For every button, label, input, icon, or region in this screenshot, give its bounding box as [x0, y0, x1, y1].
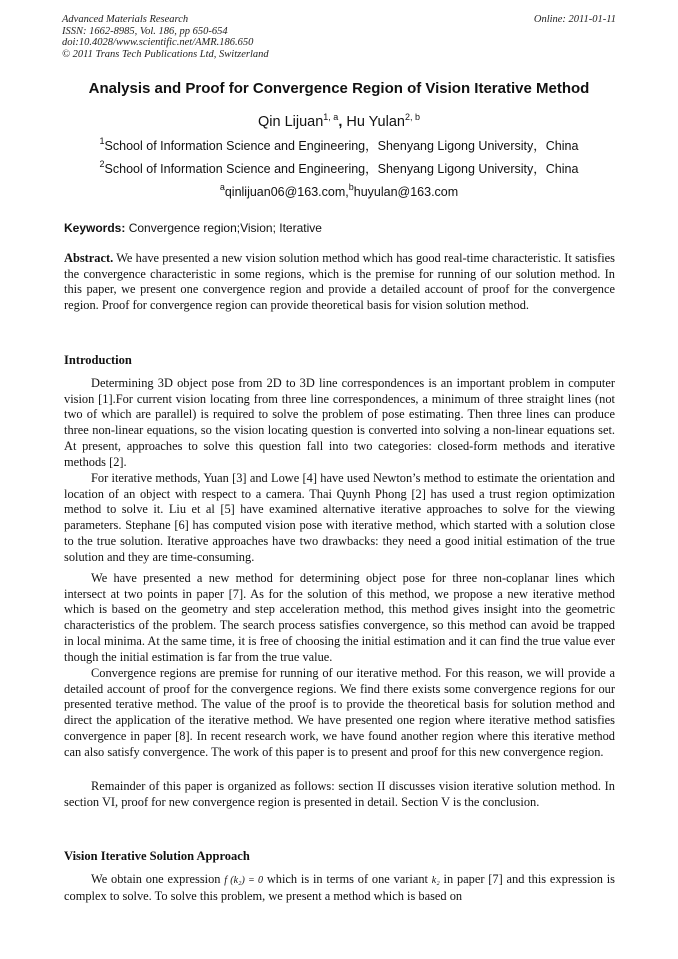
- intro-paragraph-2: For iterative methods, Yuan [3] and Lowe [4] have used Newton’s method to estimate the orientation and location of an object with respect to a camera. Thai Quynh Phong [2] has used a trust region optimization method to solve it. Liu et al [5] have examined alternative iterative approaches to solve for the viewing parameters. Stephane [6] has computed vision pose with iterative method, which started with a solution close to the true solution. Iterative approaches have two drawbacks: they need a good initial estimation of the true solution and they are time-consuming.: [64, 471, 615, 564]
- email-address: qinlijuan06@163.com,: [224, 185, 349, 199]
- email-superscript: b: [348, 182, 354, 192]
- author-separator: ,: [338, 114, 347, 130]
- affiliation-text: School of Information Science and Engineering，Shenyang Ligong University，China: [104, 139, 579, 153]
- section2-paragraph: [64, 872, 615, 904]
- intro-paragraph-5: Remainder of this paper is organized as follows: section II discusses vision iterative solution method. In section VI, proof for new convergence region is presented in detail. Section V is the conclusion.: [64, 779, 615, 809]
- section2-text: We obtain one expression: [91, 872, 225, 886]
- copyright-line: © 2011 Trans Tech Publications Ltd, Switzerland: [62, 48, 269, 60]
- affiliation-superscript: 1: [99, 136, 105, 146]
- section-heading-introduction: Introduction: [64, 353, 132, 367]
- section2-text: in paper [7] and this expression is complex to solve. To solve this problem, we present a method which is based on: [64, 872, 615, 903]
- author-superscript: 2, b: [404, 112, 420, 122]
- math-expression: f (k₂) = 0: [224, 875, 264, 886]
- abstract: [64, 251, 615, 314]
- affiliation-2: [40, 159, 638, 177]
- paper-title: Analysis and Proof for Convergence Region of Vision Iterative Method: [88, 80, 590, 97]
- affiliation-text: School of Information Science and Engineering，Shenyang Ligong University，China: [104, 162, 579, 176]
- affiliation-superscript: 2: [99, 159, 105, 169]
- affiliation-1: [40, 136, 638, 154]
- issn-line: ISSN: 1662-8985, Vol. 186, pp 650-654: [62, 25, 228, 37]
- email-address: huyulan@163.com: [353, 185, 459, 199]
- intro-paragraph-1: Determining 3D object pose from 2D to 3D line correspondences is an important problem in computer vision [1].For current vision locating from three line correspondences, a minimum of three straight lines (not two of which are parallel) is required to solve the problem of pose estimating. Then three lines can produce three non-linear equations, so the vision locating question is converted into solving a non-linear equations set. At present, approaches to solve this question fall into two categories: closed-form methods and iterative methods [2].: [64, 376, 615, 469]
- author-name: Hu Yulan: [346, 114, 405, 130]
- journal-name: Advanced Materials Research: [62, 14, 189, 25]
- abstract-label: Abstract.: [64, 251, 114, 265]
- section2-text: which is in terms of one variant: [263, 872, 432, 886]
- math-variable: k₂: [431, 875, 440, 886]
- keywords: [64, 221, 616, 236]
- doi-line: doi:10.4028/www.scientific.net/AMR.186.650: [62, 37, 254, 48]
- intro-paragraph-3: We have presented a new method for determining object pose for three non-coplanar lines which intersect at two points in paper [7]. As for the solution of this method, we propose a new iterative method which is based on the geometry and step acceleration method, this method gives insight into the geometric characteristics of the problem. The search process satisfies convergence, so this method can avoid be trapped in local minima. At the same time, it is free of choosing the initial estimation and it can find the true value ever though the initial estimation is far from the true value.: [64, 571, 615, 664]
- keywords-label: Keywords:: [64, 221, 126, 235]
- author-superscript: 1, a: [323, 112, 339, 122]
- keywords-text: Convergence region;Vision; Iterative: [125, 221, 322, 235]
- intro-paragraph-4: Convergence regions are premise for running of our iterative method. For this reason, we will provide a detailed account of proof for the convergence regions. We find there exists some convergence regions for our presented terative method. The value of the proof is to provide the theoretical basis for solution method and direct the application of the iterative method. We have presented one region where iterative method satisfies convergence in paper [8]. In recent research work, we have found another region where this iterative method can also satisfy convergence. The work of this paper is to present and proof for this new convergence region.: [64, 666, 615, 759]
- journal-header: [62, 14, 616, 60]
- author-line: [40, 113, 638, 131]
- abstract-text: We have presented a new vision solution method which has good real-time characteristic. It satisfies the convergence characteristic in some regions, which is the premise for running of our solution method. In this paper, we present one convergence region and provide a detailed account of proof for the convergence region. Proof for convergence region can provide theoretical basis for vision solution method.: [64, 251, 615, 313]
- email-line: [40, 182, 638, 200]
- author-name: Qin Lijuan: [258, 114, 324, 130]
- online-date: Online: 2011-01-11: [533, 14, 616, 25]
- section-heading-vision-iterative: Vision Iterative Solution Approach: [64, 849, 250, 863]
- email-superscript: a: [219, 182, 225, 192]
